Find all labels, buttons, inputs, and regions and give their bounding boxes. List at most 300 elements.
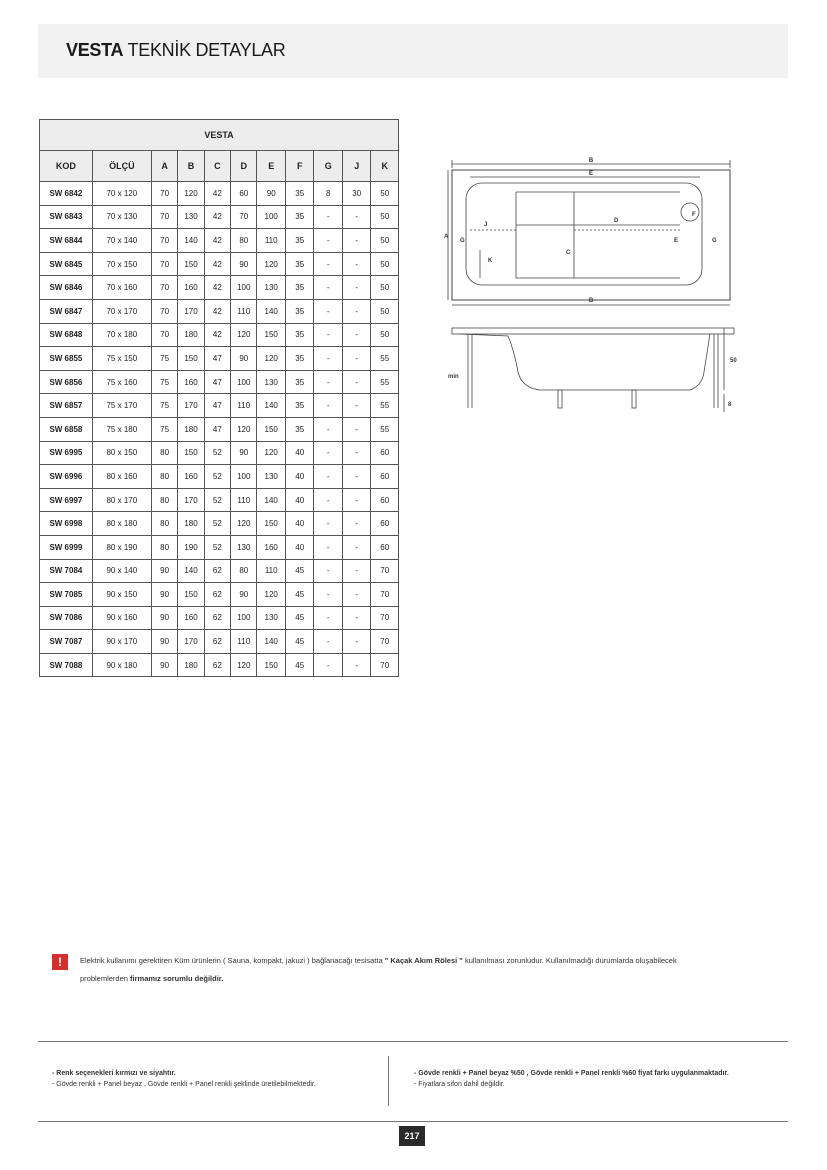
table-cell: 130 xyxy=(231,535,257,559)
table-cell: SW 7088 xyxy=(40,653,93,677)
notes-right xyxy=(414,1068,794,1090)
table-cell: 40 xyxy=(285,512,314,536)
table-cell: 120 xyxy=(257,441,286,465)
table-cell: 70 x 120 xyxy=(92,182,151,206)
table-cell: - xyxy=(342,630,371,654)
table-cell: 35 xyxy=(285,370,314,394)
note-left-2: - Gövde renkli + Panel beyaz , Gövde renkli + Panel renkli şeklinde üretilebilmektedir. xyxy=(52,1081,316,1088)
table-cell: - xyxy=(342,347,371,371)
table-cell: 75 xyxy=(151,370,177,394)
table-cell: 70 xyxy=(151,276,177,300)
table-cell: 130 xyxy=(257,370,286,394)
column-header: KOD xyxy=(40,151,93,182)
table-row xyxy=(40,559,399,583)
table-cell: 180 xyxy=(178,323,204,347)
table-cell: 190 xyxy=(178,535,204,559)
table-row xyxy=(40,488,399,512)
table-cell: 150 xyxy=(178,347,204,371)
table-cell: SW 6842 xyxy=(40,182,93,206)
table-cell: 70 xyxy=(371,583,399,607)
table-cell: 120 xyxy=(231,512,257,536)
label-a: A xyxy=(444,234,449,240)
table-cell: 170 xyxy=(178,630,204,654)
table-cell: - xyxy=(314,583,343,607)
table-cell: 75 x 170 xyxy=(92,394,151,418)
table-cell: SW 6857 xyxy=(40,394,93,418)
table-cell: 160 xyxy=(257,535,286,559)
table-cell: 170 xyxy=(178,488,204,512)
table-cell: 80 xyxy=(151,512,177,536)
table-cell: - xyxy=(314,347,343,371)
divider-bottom xyxy=(38,1121,788,1122)
note-left-1: - Renk seçenekleri kırmızı ve siyahtır. xyxy=(52,1070,176,1077)
table-cell: 150 xyxy=(178,441,204,465)
table-cell: - xyxy=(342,370,371,394)
table-cell: 140 xyxy=(257,630,286,654)
table-cell: - xyxy=(314,394,343,418)
table-cell: - xyxy=(342,465,371,489)
table-cell: 90 xyxy=(151,653,177,677)
label-g-left: G xyxy=(460,238,465,244)
column-header: F xyxy=(285,151,314,182)
table-cell: 150 xyxy=(257,323,286,347)
table-cell: - xyxy=(342,276,371,300)
table-cell: - xyxy=(314,370,343,394)
table-cell: 47 xyxy=(204,370,230,394)
table-cell: - xyxy=(314,559,343,583)
column-header: J xyxy=(342,151,371,182)
table-cell: 90 x 170 xyxy=(92,630,151,654)
table-cell: 70 xyxy=(371,653,399,677)
table-cell: 40 xyxy=(285,441,314,465)
table-cell: - xyxy=(342,488,371,512)
column-header: C xyxy=(204,151,230,182)
table-cell: - xyxy=(314,465,343,489)
warning-text-part-2: kullanılması zorunludur. Kullanılmadığı durumlarda oluşabilecek xyxy=(462,956,677,965)
column-header: G xyxy=(314,151,343,182)
table-cell: 42 xyxy=(204,205,230,229)
table-cell: 62 xyxy=(204,606,230,630)
table-cell: 62 xyxy=(204,559,230,583)
table-cell: 52 xyxy=(204,535,230,559)
table-cell: 180 xyxy=(178,653,204,677)
table-cell: - xyxy=(314,630,343,654)
table-cell: 55 xyxy=(371,417,399,441)
leg-mid-2 xyxy=(632,390,636,408)
table-cell: 35 xyxy=(285,229,314,253)
table-cell: 50 xyxy=(371,182,399,206)
table-cell: - xyxy=(314,653,343,677)
table-cell: 50 xyxy=(371,252,399,276)
table-row xyxy=(40,583,399,607)
table-cell: SW 6848 xyxy=(40,323,93,347)
table-cell: 140 xyxy=(257,299,286,323)
table-cell: 120 xyxy=(257,252,286,276)
warning-text-bold: " Kaçak Akım Rölesi " xyxy=(384,956,463,965)
table-cell: 120 xyxy=(257,583,286,607)
table-cell: 160 xyxy=(178,370,204,394)
table-cell: 140 xyxy=(178,559,204,583)
table-cell: 70 x 160 xyxy=(92,276,151,300)
table-cell: 47 xyxy=(204,347,230,371)
column-header: A xyxy=(151,151,177,182)
table-cell: 100 xyxy=(231,370,257,394)
table-cell: 90 xyxy=(231,252,257,276)
table-cell: - xyxy=(314,252,343,276)
table-row xyxy=(40,347,399,371)
table-cell: 55 xyxy=(371,394,399,418)
table-cell: 120 xyxy=(257,347,286,371)
table-cell: 70 xyxy=(371,559,399,583)
table-cell: 70 xyxy=(371,606,399,630)
title-text: TEKNİK DETAYLAR xyxy=(123,40,286,60)
table-cell: 110 xyxy=(231,630,257,654)
label-b: B xyxy=(588,158,594,164)
table-cell: 52 xyxy=(204,465,230,489)
table-cell: SW 7087 xyxy=(40,630,93,654)
label-e: E xyxy=(588,171,594,177)
table-cell: 52 xyxy=(204,441,230,465)
table-cell: 52 xyxy=(204,488,230,512)
warning-text-bold-2: firmamız sorumlu değildir. xyxy=(130,974,224,983)
table-cell: 35 xyxy=(285,299,314,323)
table-cell: 50 xyxy=(371,205,399,229)
table-cell: - xyxy=(314,417,343,441)
table-cell: - xyxy=(342,606,371,630)
label-min: min xyxy=(448,374,459,380)
table-cell: 90 x 150 xyxy=(92,583,151,607)
table-cell: 42 xyxy=(204,229,230,253)
table-cell: - xyxy=(314,276,343,300)
table-cell: 35 xyxy=(285,347,314,371)
table-row xyxy=(40,370,399,394)
notes-divider xyxy=(388,1056,389,1106)
table-cell: 35 xyxy=(285,205,314,229)
table-cell: 100 xyxy=(231,606,257,630)
leg-mid-1 xyxy=(558,390,562,408)
warning-text-part-1: Elektrik kullanımı gerektiren Küm ürünlerin ( Sauna, kompakt, jakuzi ) bağlanacağı tesisatta xyxy=(80,956,385,965)
table-cell: 90 x 180 xyxy=(92,653,151,677)
table-cell: 75 x 160 xyxy=(92,370,151,394)
table-cell: SW 6846 xyxy=(40,276,93,300)
table-cell: 140 xyxy=(178,229,204,253)
table-cell: 90 xyxy=(231,583,257,607)
table-cell: SW 7085 xyxy=(40,583,93,607)
table-cell: - xyxy=(314,488,343,512)
table-cell: 120 xyxy=(178,182,204,206)
table-cell: - xyxy=(342,653,371,677)
table-cell: 70 x 150 xyxy=(92,252,151,276)
table-row xyxy=(40,252,399,276)
table-cell: 110 xyxy=(231,488,257,512)
table-cell: 120 xyxy=(231,323,257,347)
table-cell: 80 x 150 xyxy=(92,441,151,465)
table-cell: 150 xyxy=(178,583,204,607)
table-row xyxy=(40,417,399,441)
table-cell: 150 xyxy=(257,512,286,536)
table-cell: SW 6999 xyxy=(40,535,93,559)
table-cell: 8 xyxy=(314,182,343,206)
table-cell: 55 xyxy=(371,347,399,371)
table-cell: 35 xyxy=(285,252,314,276)
table-row xyxy=(40,229,399,253)
label-height-50: 50 xyxy=(730,358,737,364)
table-cell: 45 xyxy=(285,630,314,654)
table-cell: 35 xyxy=(285,394,314,418)
table-row xyxy=(40,276,399,300)
table-cell: 70 xyxy=(231,205,257,229)
table-cell: 90 xyxy=(151,583,177,607)
table-cell: 170 xyxy=(178,394,204,418)
table-cell: 80 xyxy=(151,535,177,559)
column-header: ÖLÇÜ xyxy=(92,151,151,182)
table-cell: 50 xyxy=(371,299,399,323)
table-row xyxy=(40,299,399,323)
table-cell: 62 xyxy=(204,653,230,677)
warning-icon: ! xyxy=(52,954,68,970)
table-cell: - xyxy=(342,441,371,465)
table-cell: 70 xyxy=(151,229,177,253)
table-cell: 70 xyxy=(371,630,399,654)
table-cell: SW 6856 xyxy=(40,370,93,394)
table-cell: 70 xyxy=(151,182,177,206)
table-cell: 75 x 150 xyxy=(92,347,151,371)
table-cell: 47 xyxy=(204,394,230,418)
table-cell: - xyxy=(342,512,371,536)
table-cell: SW 6843 xyxy=(40,205,93,229)
table-cell: 75 x 180 xyxy=(92,417,151,441)
table-cell: SW 6844 xyxy=(40,229,93,253)
table-cell: 130 xyxy=(178,205,204,229)
table-cell: 35 xyxy=(285,276,314,300)
table-cell: - xyxy=(342,559,371,583)
table-cell: 35 xyxy=(285,417,314,441)
table-cell: SW 6845 xyxy=(40,252,93,276)
table-cell: 60 xyxy=(371,488,399,512)
table-cell: - xyxy=(314,323,343,347)
table-cell: 75 xyxy=(151,347,177,371)
table-cell: 90 xyxy=(151,559,177,583)
table-cell: 35 xyxy=(285,182,314,206)
table-cell: - xyxy=(342,252,371,276)
table-cell: 130 xyxy=(257,606,286,630)
table-cell: 180 xyxy=(178,512,204,536)
table-cell: 90 xyxy=(151,630,177,654)
table-row xyxy=(40,653,399,677)
table-cell: 110 xyxy=(231,394,257,418)
page-number: 217 xyxy=(399,1126,425,1146)
table-row xyxy=(40,323,399,347)
table-cell: - xyxy=(314,535,343,559)
table-cell: 70 xyxy=(151,299,177,323)
table-cell: 90 xyxy=(231,441,257,465)
table-cell: 70 xyxy=(151,205,177,229)
table-cell: 140 xyxy=(257,488,286,512)
page-title xyxy=(66,40,285,61)
table-cell: 42 xyxy=(204,323,230,347)
tub-inner-basin xyxy=(466,183,702,285)
table-cell: 60 xyxy=(231,182,257,206)
table-cell: - xyxy=(342,394,371,418)
table-cell: 160 xyxy=(178,276,204,300)
divider-top xyxy=(38,1041,788,1042)
table-cell: 50 xyxy=(371,229,399,253)
table-cell: 62 xyxy=(204,583,230,607)
table-cell: 50 xyxy=(371,323,399,347)
table-cell: - xyxy=(314,606,343,630)
table-row xyxy=(40,394,399,418)
column-header: B xyxy=(178,151,204,182)
label-g-right: G xyxy=(712,238,717,244)
table-cell: - xyxy=(342,535,371,559)
warning-text-part-3: problemlerden xyxy=(80,974,131,983)
table-cell: 42 xyxy=(204,276,230,300)
label-leg-8: 8 xyxy=(728,402,732,408)
tub-body-side xyxy=(460,334,710,390)
table-cell: - xyxy=(314,205,343,229)
table-row xyxy=(40,465,399,489)
drain-hole xyxy=(681,203,699,221)
table-cell: 140 xyxy=(257,394,286,418)
table-cell: 160 xyxy=(178,606,204,630)
table-cell: SW 6995 xyxy=(40,441,93,465)
table-cell: 150 xyxy=(257,417,286,441)
table-cell: 80 x 180 xyxy=(92,512,151,536)
table-cell: 42 xyxy=(204,252,230,276)
table-cell: - xyxy=(342,583,371,607)
table-cell: 70 xyxy=(151,323,177,347)
table-cell: - xyxy=(342,299,371,323)
label-b-bottom: B xyxy=(588,298,594,304)
table-cell: 130 xyxy=(257,465,286,489)
table-cell: 30 xyxy=(342,182,371,206)
table-cell: 42 xyxy=(204,299,230,323)
table-row xyxy=(40,205,399,229)
table-row xyxy=(40,606,399,630)
label-j: J xyxy=(484,222,488,228)
table-cell: 120 xyxy=(231,417,257,441)
table-cell: 70 xyxy=(151,252,177,276)
page-header xyxy=(38,24,788,78)
note-right-2: - Fiyatlara sifon dahil değildir. xyxy=(414,1081,505,1088)
table-cell: 80 x 170 xyxy=(92,488,151,512)
table-cell: 47 xyxy=(204,417,230,441)
table-cell: 100 xyxy=(231,276,257,300)
table-cell: SW 6998 xyxy=(40,512,93,536)
column-header: E xyxy=(257,151,286,182)
table-cell: 150 xyxy=(178,252,204,276)
notes-left xyxy=(52,1068,382,1090)
table-cell: 62 xyxy=(204,630,230,654)
table-cell: 60 xyxy=(371,441,399,465)
table-cell: 45 xyxy=(285,583,314,607)
table-cell: - xyxy=(342,417,371,441)
table-row xyxy=(40,535,399,559)
table-row xyxy=(40,630,399,654)
table-cell: 50 xyxy=(371,276,399,300)
table-cell: 120 xyxy=(231,653,257,677)
table-cell: SW 6997 xyxy=(40,488,93,512)
table-cell: 80 xyxy=(151,441,177,465)
label-e-small: E xyxy=(674,238,679,244)
table-cell: SW 6858 xyxy=(40,417,93,441)
label-c: C xyxy=(566,250,571,256)
table-cell: 160 xyxy=(178,465,204,489)
table-cell: 60 xyxy=(371,535,399,559)
note-right-1: - Gövde renkli + Panel beyaz %50 , Gövde renkli + Panel renkli %60 fiyat farkı uygulanmaktadır. xyxy=(414,1070,729,1077)
table-cell: 75 xyxy=(151,394,177,418)
label-f: F xyxy=(692,212,696,218)
table-cell: 90 xyxy=(231,347,257,371)
table-cell: 80 xyxy=(231,559,257,583)
table-cell: SW 7084 xyxy=(40,559,93,583)
table-cell: 90 x 160 xyxy=(92,606,151,630)
table-caption: VESTA xyxy=(40,120,399,151)
table-cell: 80 xyxy=(151,465,177,489)
table-cell: 90 xyxy=(257,182,286,206)
tub-rim-side xyxy=(452,328,734,334)
table-cell: - xyxy=(314,229,343,253)
table-cell: 45 xyxy=(285,606,314,630)
table-cell: 40 xyxy=(285,488,314,512)
table-cell: 60 xyxy=(371,465,399,489)
table-cell: 40 xyxy=(285,465,314,489)
table-cell: 110 xyxy=(257,559,286,583)
table-cell: 45 xyxy=(285,653,314,677)
table-cell: 180 xyxy=(178,417,204,441)
table-cell: 80 x 160 xyxy=(92,465,151,489)
table-cell: 80 x 190 xyxy=(92,535,151,559)
table-cell: 110 xyxy=(231,299,257,323)
table-cell: 52 xyxy=(204,512,230,536)
table-cell: 35 xyxy=(285,323,314,347)
table-cell: 100 xyxy=(257,205,286,229)
table-row xyxy=(40,182,399,206)
table-cell: SW 6855 xyxy=(40,347,93,371)
table-cell: - xyxy=(314,299,343,323)
table-cell: 90 xyxy=(151,606,177,630)
table-cell: 100 xyxy=(231,465,257,489)
spec-table xyxy=(39,119,399,677)
table-cell: 150 xyxy=(257,653,286,677)
table-cell: - xyxy=(314,441,343,465)
table-cell: - xyxy=(342,205,371,229)
tub-outline-top xyxy=(452,170,730,300)
table-cell: 45 xyxy=(285,559,314,583)
table-cell: 55 xyxy=(371,370,399,394)
bathtub-technical-drawing xyxy=(440,150,745,420)
table-cell: SW 6847 xyxy=(40,299,93,323)
table-row xyxy=(40,441,399,465)
table-cell: - xyxy=(342,229,371,253)
table-cell: SW 7086 xyxy=(40,606,93,630)
table-cell: 70 x 130 xyxy=(92,205,151,229)
table-cell: 80 xyxy=(231,229,257,253)
table-cell: 40 xyxy=(285,535,314,559)
brand-name: VESTA xyxy=(66,40,124,60)
column-header: K xyxy=(371,151,399,182)
table-cell: 170 xyxy=(178,299,204,323)
table-cell: 70 x 180 xyxy=(92,323,151,347)
column-header: D xyxy=(231,151,257,182)
label-d: D xyxy=(614,218,619,224)
table-cell: SW 6996 xyxy=(40,465,93,489)
table-cell: 90 x 140 xyxy=(92,559,151,583)
table-header-row xyxy=(40,151,399,182)
warning-text xyxy=(80,952,770,988)
table-cell: - xyxy=(314,512,343,536)
table-cell: 75 xyxy=(151,417,177,441)
